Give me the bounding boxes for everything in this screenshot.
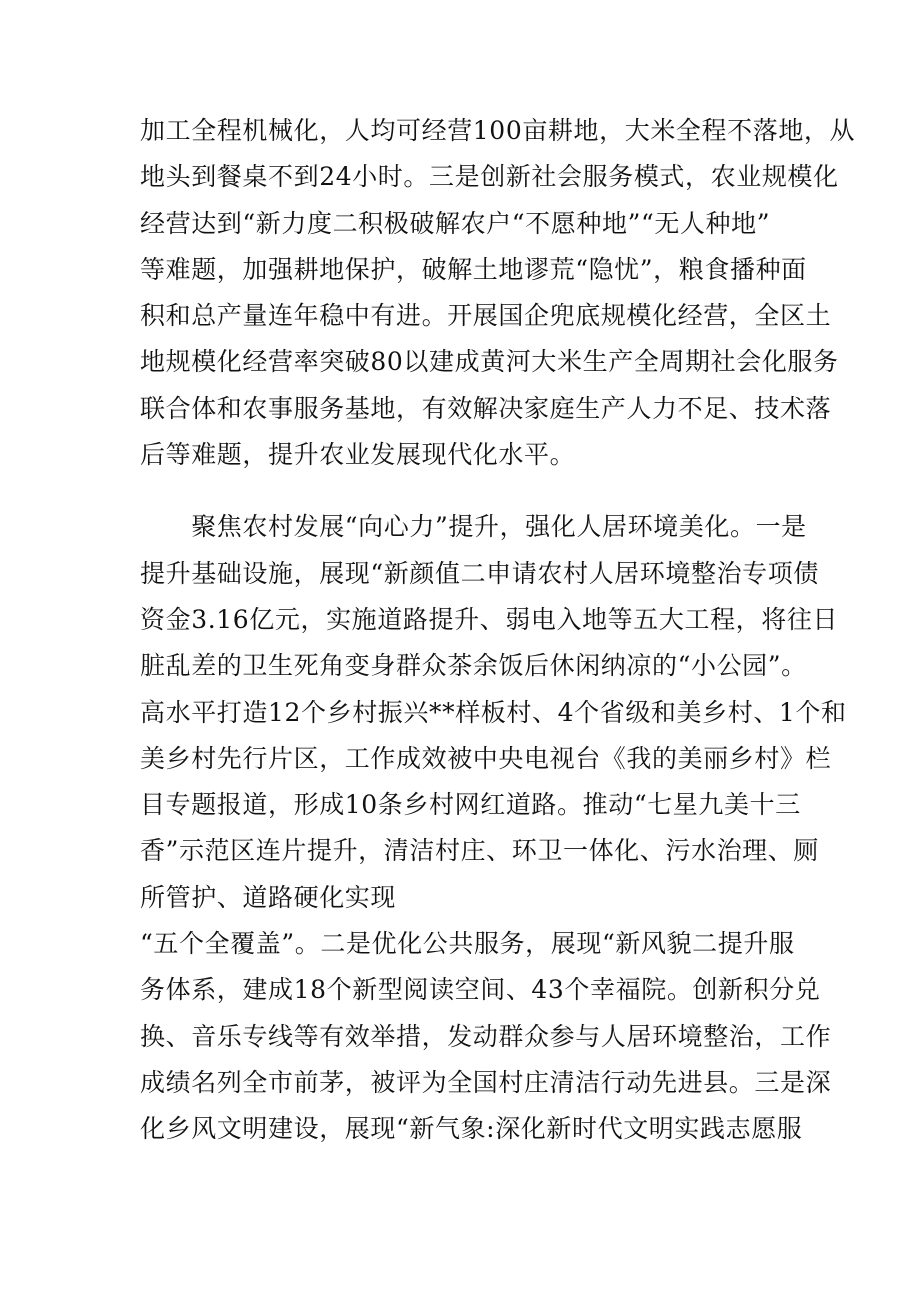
- text-line-2: 地头到餐桌不到24小时。三是创新社会服务模式，农业规模化: [140, 162, 839, 192]
- text-line-20: 换、音乐专线等有效举措，发动群众参与人居环境整治，工作: [140, 1021, 832, 1051]
- text-line-14: 美乡村先行片区，工作成效被中央电视台《我的美丽乡村》栏: [140, 743, 832, 773]
- text-line-4: 等难题，加强耕地保护，破解土地谬荒“隐忧”，粮食播种面: [140, 254, 807, 284]
- text-line-19: 务体系，建成18个新型阅读空间、43个幸福院。创新积分兑: [140, 975, 821, 1005]
- text-line-10: 提升基础设施，展现“新颜值二申请农村人居环境整治专项债: [140, 558, 819, 588]
- text-line-7: 联合体和农事服务基地，有效解决家庭生产人力不足、技术落: [140, 393, 832, 423]
- text-line-15: 目专题报道，形成10条乡村网红道路。推动“七星九美十三: [140, 790, 801, 820]
- text-line-8: 后等难题，提升农业发展现代化水平。: [140, 440, 576, 470]
- text-line-17: 所管护、道路硬化实现: [140, 882, 397, 912]
- text-line-6: 地规模化经营率突破80以建成黄河大米生产全周期社会化服务: [140, 347, 839, 377]
- text-line-16: 香”示范区连片提升，清洁村庄、环卫一体化、污水治理、厕: [140, 836, 819, 866]
- text-line-1: 加工全程机械化，人均可经营100亩耕地，大米全程不落地，从: [140, 116, 856, 145]
- text-line-3: 经营达到“新力度二积极破解农户“不愿种地”“无人种地”: [140, 208, 771, 238]
- text-line-11: 资金3.16亿元，实施道路提升、弱电入地等五大工程，将往日: [140, 604, 839, 634]
- text-line-9: 聚焦农村发展“向心力”提升，强化人居环境美化。一是: [140, 512, 807, 542]
- text-line-18: “五个全覆盖”。二是优化公共服务，展现“新风貌二提升服: [140, 929, 795, 959]
- text-line-12: 脏乱差的卫生死角变身群众茶余饭后休闲纳凉的“小公园”。: [140, 651, 807, 681]
- paragraph-gap: [140, 478, 780, 504]
- text-line-22: 化乡风文明建设，展现“新气象:深化新时代文明实践志愿服: [140, 1114, 803, 1144]
- text-line-21: 成绩名列全市前茅，被评为全国村庄清洁行动先进县。三是深: [140, 1067, 832, 1097]
- body-text: [140, 108, 856, 1153]
- text-line-13: 高水平打造12个乡村振兴**样板村、4个省级和美乡村、1个和: [140, 697, 847, 727]
- text-line-5: 积和总产量连年稳中有进。开展国企兜底规模化经营，全区土: [140, 301, 832, 331]
